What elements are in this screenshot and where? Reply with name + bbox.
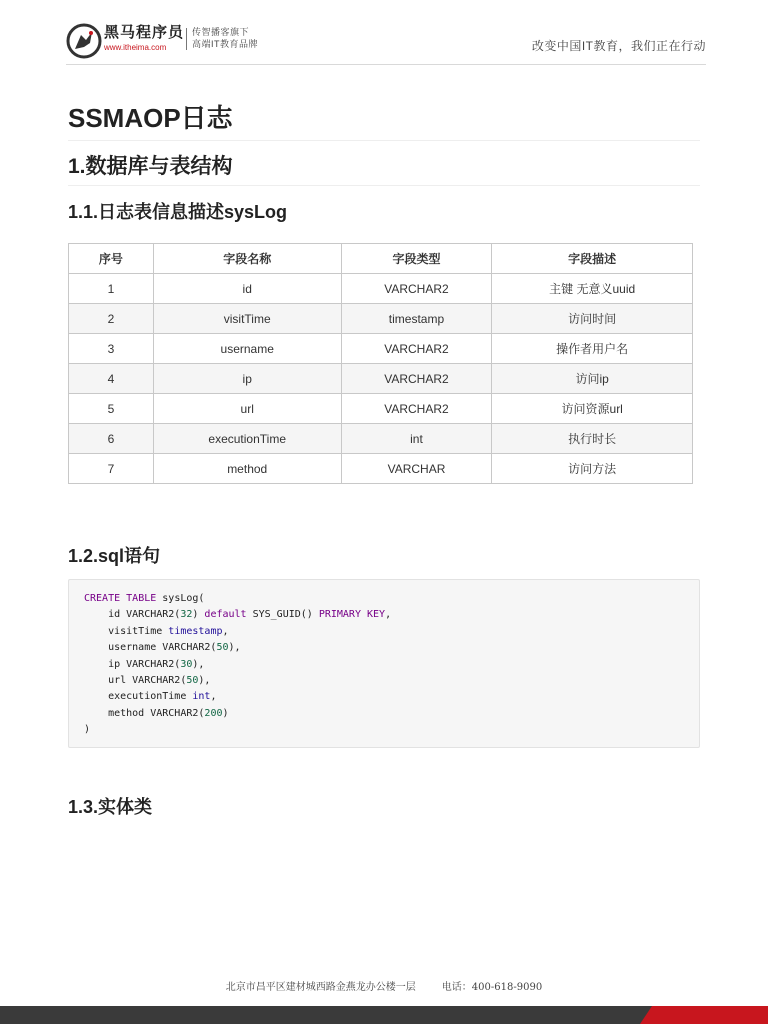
cell-field-desc: 访问时间: [492, 304, 693, 334]
table-row: [69, 424, 693, 454]
cell-seq: 6: [69, 424, 154, 454]
cell-seq: 2: [69, 304, 154, 334]
cell-field-type: VARCHAR2: [341, 394, 492, 424]
footer-address: 北京市昌平区建材城西路金燕龙办公楼一层: [225, 982, 416, 993]
title-underline: [68, 140, 700, 141]
section-1-3-heading: 1.3.实体类: [68, 797, 153, 817]
page-header: [66, 20, 706, 65]
cell-field-type: VARCHAR2: [341, 274, 492, 304]
table-row: [69, 334, 693, 364]
cell-field-name: method: [153, 454, 341, 484]
section-1-heading: 1.数据库与表结构: [68, 155, 233, 178]
table-row: [69, 304, 693, 334]
syslog-fields-table: [68, 243, 693, 484]
table-row: [69, 394, 693, 424]
code-line-3: visitTime timestamp,: [84, 625, 229, 637]
header-tagline: 改变中国IT教育，我们正在行动: [531, 39, 706, 53]
doc-title: SSMAOP日志: [68, 103, 233, 133]
page-footer: [0, 978, 768, 993]
sql-code: [69, 580, 699, 739]
header-field-name: 字段名称: [153, 244, 341, 274]
cell-field-desc: 执行时长: [492, 424, 693, 454]
horse-logo-icon: [66, 23, 102, 59]
table-row: [69, 454, 693, 484]
cell-field-desc: 主键 无意义uuid: [492, 274, 693, 304]
section-1-1-heading: 1.1.日志表信息描述sysLog: [68, 202, 288, 222]
header-field-desc: 字段描述: [492, 244, 693, 274]
code-line-4: username VARCHAR2(50),: [84, 642, 241, 654]
cell-field-desc: 访问ip: [492, 364, 693, 394]
brand-url: www.itheima.com: [104, 43, 167, 52]
footer-phone: 电话：400-618-9090: [441, 982, 543, 993]
cell-seq: 3: [69, 334, 154, 364]
cell-seq: 4: [69, 364, 154, 394]
header-divider: [186, 28, 187, 50]
cell-seq: 7: [69, 454, 154, 484]
section-1-underline: [68, 185, 700, 186]
code-line-7: executionTime int,: [84, 691, 217, 703]
code-line-9: ): [84, 724, 91, 736]
table-row: [69, 364, 693, 394]
cell-field-name: ip: [153, 364, 341, 394]
cell-field-type: VARCHAR2: [341, 364, 492, 394]
code-line-6: url VARCHAR2(50),: [84, 675, 211, 687]
table-header-row: [69, 244, 693, 274]
cell-seq: 1: [69, 274, 154, 304]
brand-slogan: [192, 26, 258, 50]
cell-field-desc: 访问方法: [492, 454, 693, 484]
header-seq: 序号: [69, 244, 154, 274]
cell-field-type: int: [341, 424, 492, 454]
slogan-line-1: 传智播客旗下: [192, 27, 250, 37]
code-line-8: method VARCHAR2(200): [84, 707, 229, 719]
cell-field-type: timestamp: [341, 304, 492, 334]
brand-name: 黑马程序员: [104, 24, 185, 41]
cell-field-name: executionTime: [153, 424, 341, 454]
cell-field-type: VARCHAR: [341, 454, 492, 484]
cell-field-name: id: [153, 274, 341, 304]
code-line-2: id VARCHAR2(32) default SYS_GUID() PRIMARY KEY,: [84, 609, 392, 621]
table-row: [69, 274, 693, 304]
code-line-1: CREATE TABLE sysLog(: [84, 593, 205, 604]
cell-field-name: username: [153, 334, 341, 364]
cell-field-name: visitTime: [153, 304, 341, 334]
section-1-2-heading: 1.2.sql语句: [68, 546, 161, 566]
header-field-type: 字段类型: [341, 244, 492, 274]
cell-seq: 5: [69, 394, 154, 424]
footer-accent: [640, 1006, 768, 1024]
cell-field-name: url: [153, 394, 341, 424]
cell-field-desc: 操作者用户名: [492, 334, 693, 364]
brand-block: [104, 24, 184, 53]
slogan-line-2: 高端IT教育品牌: [192, 39, 258, 49]
cell-field-desc: 访问资源url: [492, 394, 693, 424]
sql-code-block: [68, 579, 700, 748]
code-line-5: ip VARCHAR2(30),: [84, 658, 205, 670]
cell-field-type: VARCHAR2: [341, 334, 492, 364]
